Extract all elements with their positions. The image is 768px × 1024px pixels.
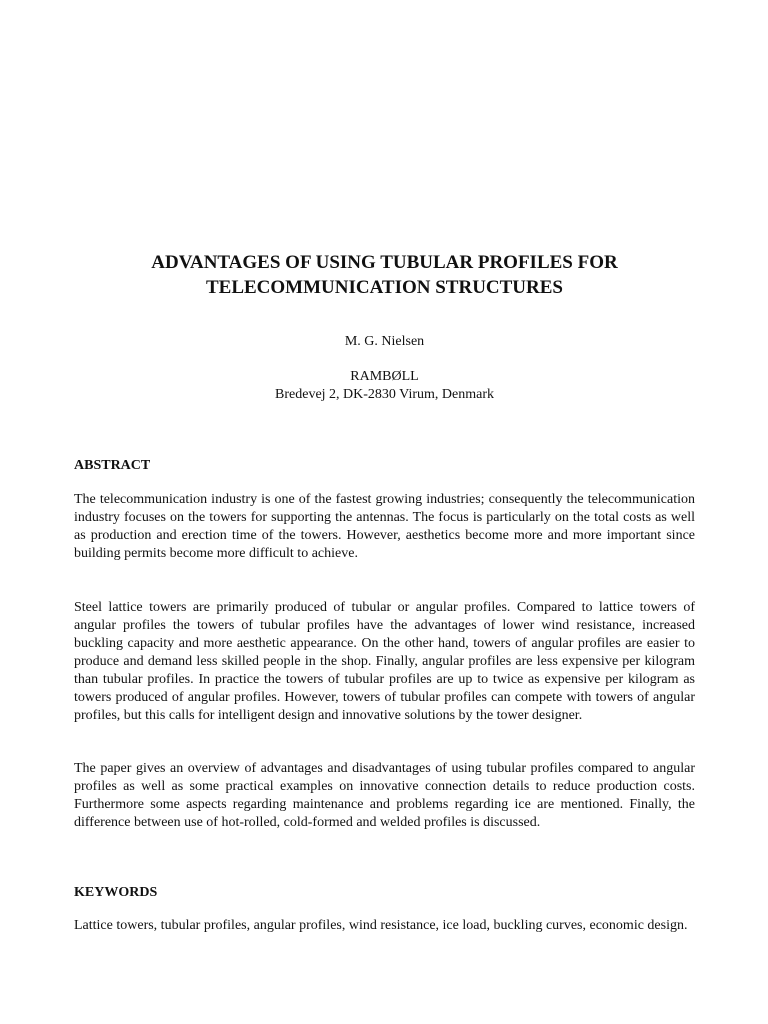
- keywords-heading: KEYWORDS: [74, 885, 158, 900]
- title-line-2: TELECOMMUNICATION STRUCTURES: [205, 277, 563, 298]
- author-name: M. G. Nielsen: [344, 334, 425, 349]
- affiliation-organization: RAMBØLL: [350, 369, 419, 384]
- paper-page: [74, 0, 695, 1024]
- title-line-1: ADVANTAGES OF USING TUBULAR PROFILES FOR: [151, 252, 618, 273]
- paper-title: [74, 250, 695, 300]
- affiliation: [74, 368, 695, 404]
- abstract-paragraph-1: The telecommunication industry is one of the fastest growing industries; consequently the telecommunication industry focuses on the towers for supporting the antennas. The focus is particularly on the total costs as well as production and erection time of the towers. However, aesthetics become more and more important since building permits become more difficult to achieve.: [74, 492, 695, 561]
- abstract-paragraph-2: Steel lattice towers are primarily produced of tubular or angular profiles. Compared to lattice towers of angular profiles the towers of tubular profiles have the advantages of lower wind resistance, increased buckling capacity and more aesthetic appearance. On the other hand, towers of angular profiles are easier to produce and demand less skilled people in the shop. Finally, angular profiles are less expensive per kilogram than tubular profiles. In practice the towers of tubular profiles are up to twice as expensive per kilogram as towers produced of angular profiles. However, towers of tubular profiles can compete with towers of angular profiles, but this calls for intelligent design and innovative solutions by the tower designer.: [74, 600, 695, 723]
- abstract-heading: ABSTRACT: [74, 458, 151, 473]
- affiliation-address: Bredevej 2, DK-2830 Virum, Denmark: [275, 387, 494, 402]
- keywords-text: Lattice towers, tubular profiles, angular profiles, wind resistance, ice load, buckling curves, economic design.: [74, 918, 688, 933]
- abstract-paragraph-3: The paper gives an overview of advantages and disadvantages of using tubular profiles compared to angular profiles as well as some practical examples on innovative connection details to reduce production costs. Furthermore some aspects regarding maintenance and problems regarding ice are mentioned. Finally, the difference between use of hot-rolled, cold-formed and welded profiles is discussed.: [74, 761, 695, 830]
